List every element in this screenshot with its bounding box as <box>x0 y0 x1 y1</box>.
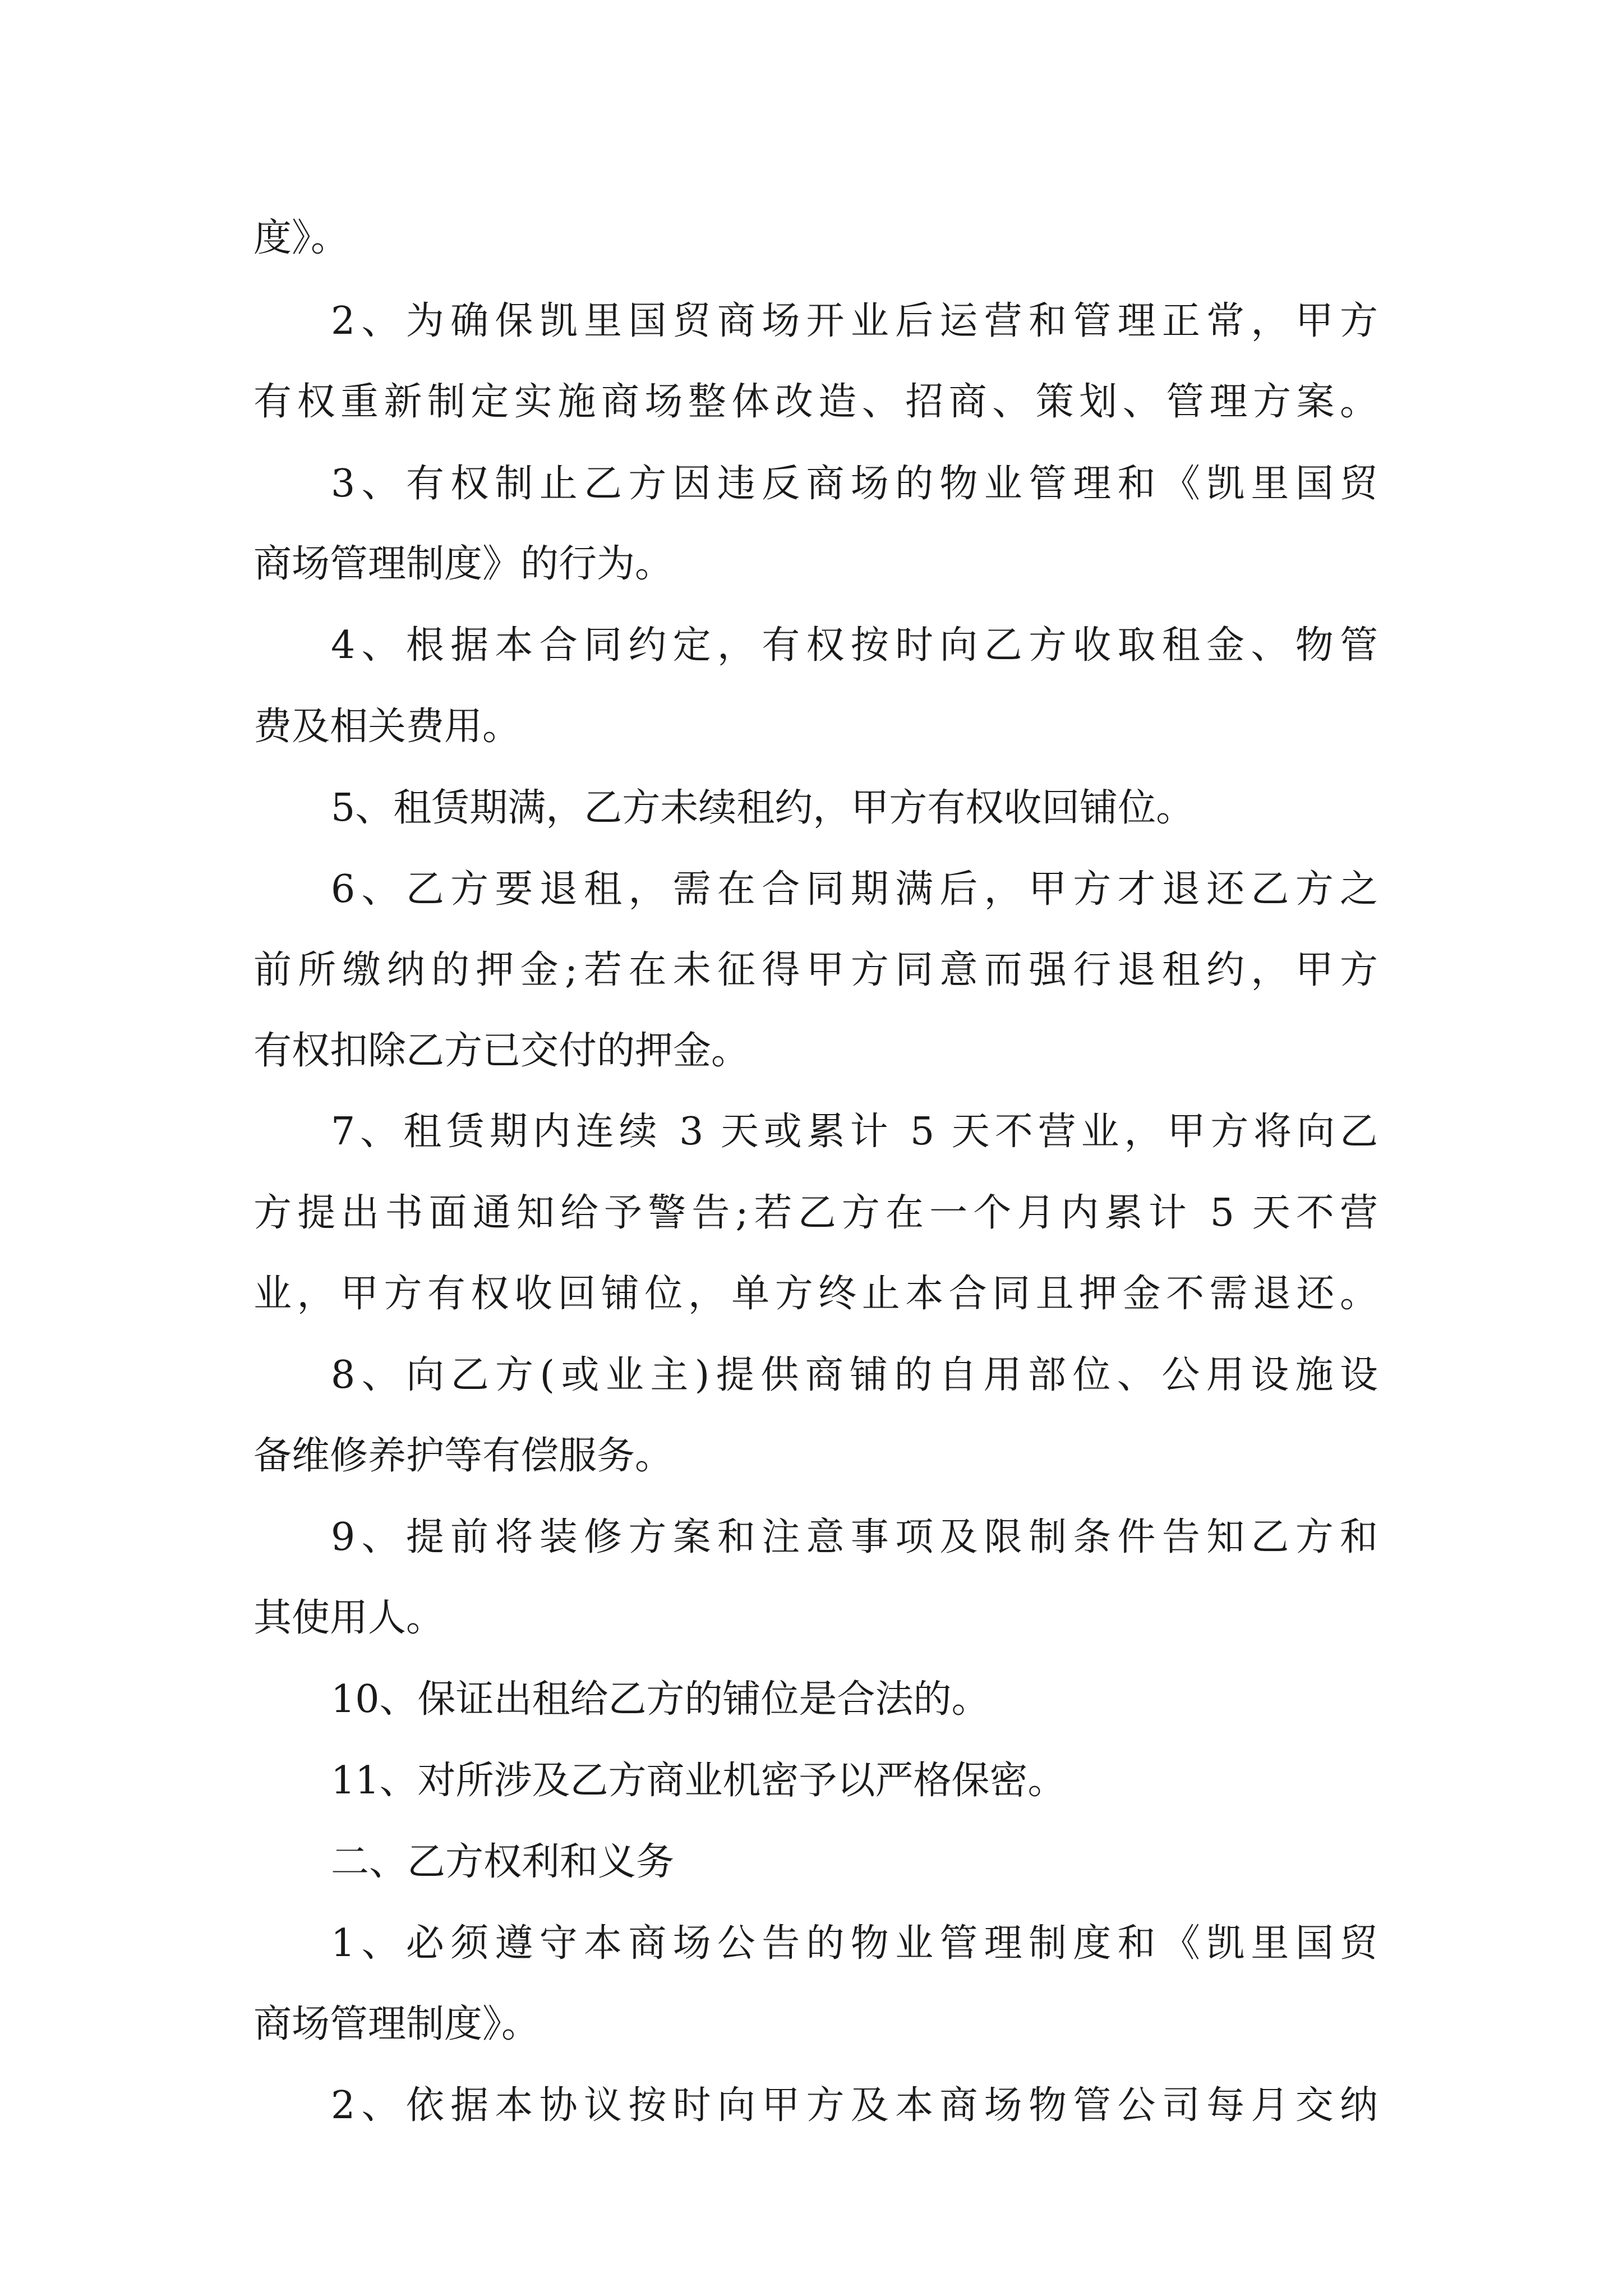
text-line: 商场管理制度》的行为。 <box>253 542 674 586</box>
text-line: 4、根据本合同约定，有权按时向乙方收取租金、物管 <box>331 623 1378 668</box>
text-line: 5、租赁期满，乙方未续租约，甲方有权收回铺位。 <box>331 786 1195 830</box>
text-line: 备维修养护等有偿服务。 <box>253 1434 674 1478</box>
text-line: 2、依据本协议按时向甲方及本商场物管公司每月交纳 <box>331 2083 1378 2128</box>
text-line: 3、有权制止乙方因违反商场的物业管理和《凯里国贸 <box>331 462 1378 506</box>
text-line: 1、必须遵守本商场公告的物业管理制度和《凯里国贸 <box>331 1921 1378 1966</box>
text-line: 2、为确保凯里国贸商场开业后运营和管理正常，甲方 <box>331 299 1378 343</box>
text-line: 11、对所涉及乙方商业机密予以严格保密。 <box>331 1759 1066 1803</box>
text-line: 10、保证出租给乙方的铺位是合法的。 <box>331 1677 990 1722</box>
text-line: 其使用人。 <box>253 1596 445 1640</box>
text-line: 9、提前将装修方案和注意事项及限制条件告知乙方和 <box>331 1515 1378 1559</box>
text-line: 费及相关费用。 <box>253 705 521 749</box>
text-line: 有权扣除乙方已交付的押金。 <box>253 1029 750 1073</box>
text-line: 6、乙方要退租，需在合同期满后，甲方才退还乙方之 <box>331 867 1378 912</box>
text-line: 商场管理制度》。 <box>253 2002 540 2046</box>
text-line: 前所缴纳的押金;若在未征得甲方同意而强行退租约，甲方 <box>253 948 1378 992</box>
text-line: 方提出书面通知给予警告;若乙方在一个月内累计 5 天不营 <box>253 1191 1378 1235</box>
text-line: 业，甲方有权收回铺位，单方终止本合同且押金不需退还。 <box>253 1272 1378 1316</box>
section-heading: 二、乙方权利和义务 <box>331 1840 675 1884</box>
text-line: 有权重新制定实施商场整体改造、招商、策划、管理方案。 <box>253 380 1378 424</box>
text-line: 8、向乙方(或业主)提供商铺的自用部位、公用设施设 <box>331 1353 1378 1397</box>
text-line: 度》。 <box>253 216 349 260</box>
text-line: 7、租赁期内连续 3 天或累计 5 天不营业，甲方将向乙 <box>331 1110 1378 1154</box>
